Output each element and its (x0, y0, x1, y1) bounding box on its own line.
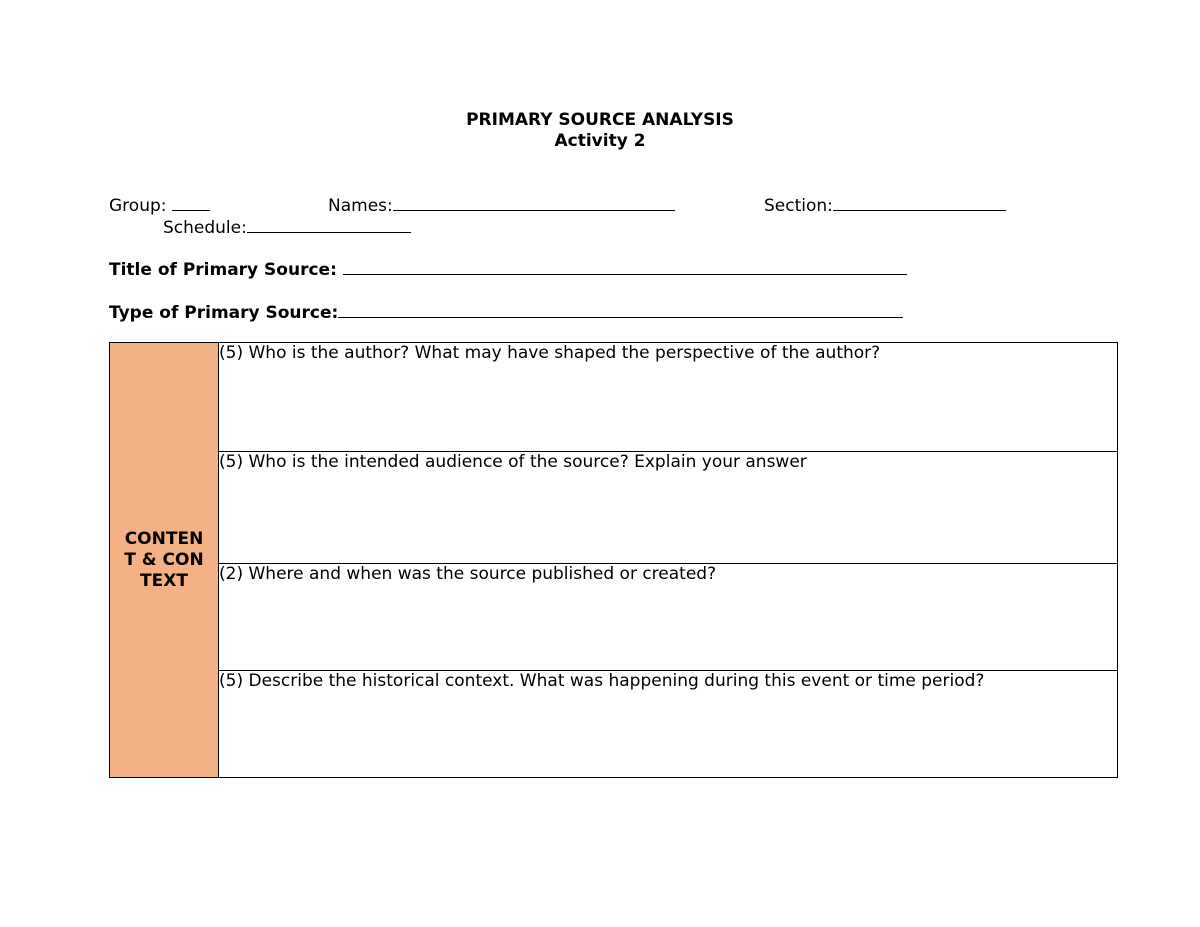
source-type-field (109, 302, 903, 323)
schedule-field (163, 217, 411, 238)
question-context: (5) Describe the historical context. What was happening during this event or time period? (219, 671, 985, 691)
source-title-blank[interactable] (343, 259, 907, 275)
table-row (110, 564, 1118, 671)
section-blank[interactable] (833, 195, 1006, 211)
content-context-label: CONTENT & CONTEXT (124, 528, 204, 591)
question-audience-cell[interactable] (219, 452, 1118, 564)
question-author: (5) Who is the author? What may have shaped the perspective of the author? (219, 343, 881, 363)
question-published-cell[interactable] (219, 564, 1118, 671)
names-blank[interactable] (393, 195, 675, 211)
group-field (109, 195, 210, 216)
analysis-table (109, 342, 1118, 778)
source-title-label: Title of Primary Source: (109, 260, 337, 280)
table-row (110, 452, 1118, 564)
question-author-cell[interactable] (219, 343, 1118, 452)
question-audience: (5) Who is the intended audience of the source? Explain your answer (219, 452, 807, 472)
names-field (328, 195, 675, 216)
schedule-label: Schedule: (163, 218, 247, 238)
content-context-cell (110, 343, 219, 778)
schedule-blank[interactable] (247, 217, 411, 233)
table-row (110, 343, 1118, 452)
section-label: Section: (764, 196, 833, 216)
worksheet-header (0, 110, 1200, 152)
source-type-label: Type of Primary Source: (109, 303, 339, 323)
group-label: Group: (109, 196, 167, 216)
source-type-blank[interactable] (338, 302, 903, 318)
source-title-field (109, 259, 907, 280)
names-label: Names: (328, 196, 393, 216)
worksheet-subtitle: Activity 2 (554, 131, 646, 151)
table-row (110, 671, 1118, 778)
question-published: (2) Where and when was the source published or created? (219, 564, 717, 584)
worksheet-title: PRIMARY SOURCE ANALYSIS (466, 110, 734, 130)
section-field (764, 195, 1006, 216)
group-blank[interactable] (172, 195, 210, 211)
question-context-cell[interactable] (219, 671, 1118, 778)
